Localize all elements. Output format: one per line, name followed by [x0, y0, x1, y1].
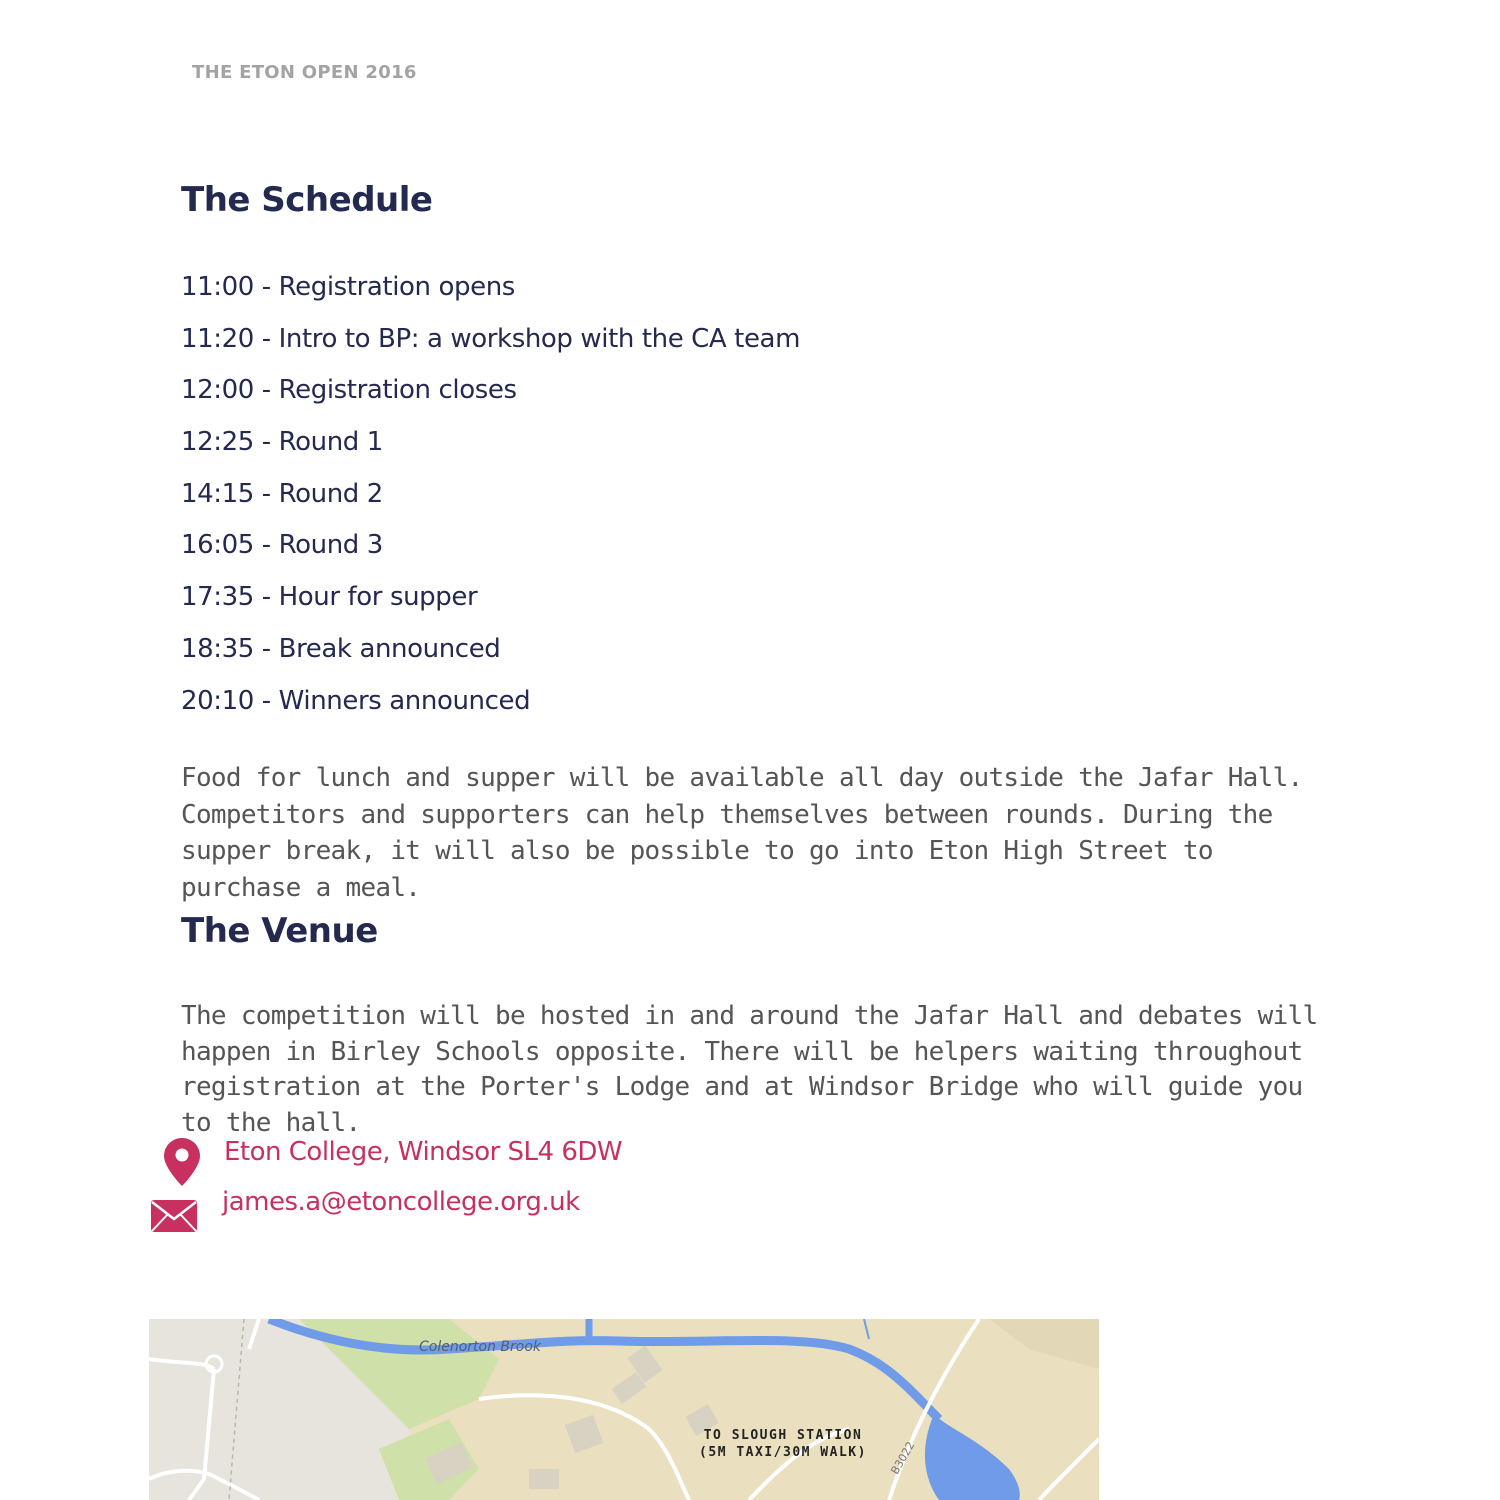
schedule-list	[181, 270, 800, 735]
schedule-item: 20:10 - Winners announced	[181, 685, 531, 716]
schedule-item: 12:25 - Round 1	[181, 427, 383, 458]
schedule-heading: The Schedule	[181, 180, 433, 220]
venue-paragraph: The competition will be hosted in and around the Jafar Hall and debates will happen in Birley Schools opposite. There will be helpers waiting throughout registration at the Porter's Lodge and at Windsor Bridge who will guide you to the hall.	[181, 1001, 1318, 1138]
schedule-item: 17:35 - Hour for supper	[181, 582, 478, 613]
mail-icon	[150, 1199, 198, 1233]
schedule-item: 12:00 - Registration closes	[181, 375, 517, 406]
schedule-item: 11:20 - Intro to BP: a workshop with the CA team	[181, 323, 801, 354]
schedule-item: 16:05 - Round 3	[181, 530, 383, 561]
map-station-label: (5M TAXI/30M WALK)	[699, 1445, 867, 1460]
schedule-item: 11:00 - Registration opens	[181, 272, 515, 302]
schedule-item: 14:15 - Round 2	[181, 478, 383, 509]
venue-heading: The Venue	[181, 911, 378, 951]
food-paragraph: Food for lunch and supper will be available all day outside the Jafar Hall. Competitors and supporters can help themselves between rounds. During the supper break, it will also be possible to go into Eton High Street to purchase a meal.	[181, 763, 1303, 903]
document-header: THE ETON OPEN 2016	[192, 62, 417, 83]
map-road-label: B3022	[888, 1439, 918, 1477]
map-canvas	[149, 1319, 1099, 1500]
email-link[interactable]: james.a@etoncollege.org.uk	[222, 1187, 580, 1217]
location-pin-icon	[162, 1136, 202, 1188]
schedule-item: 18:35 - Break announced	[181, 633, 501, 664]
map-station-label: TO SLOUGH STATION	[703, 1428, 863, 1443]
address-link[interactable]: Eton College, Windsor SL4 6DW	[224, 1137, 623, 1167]
map-brook-label: Colenorton Brook	[419, 1339, 542, 1355]
venue-map[interactable]	[149, 1319, 1099, 1500]
